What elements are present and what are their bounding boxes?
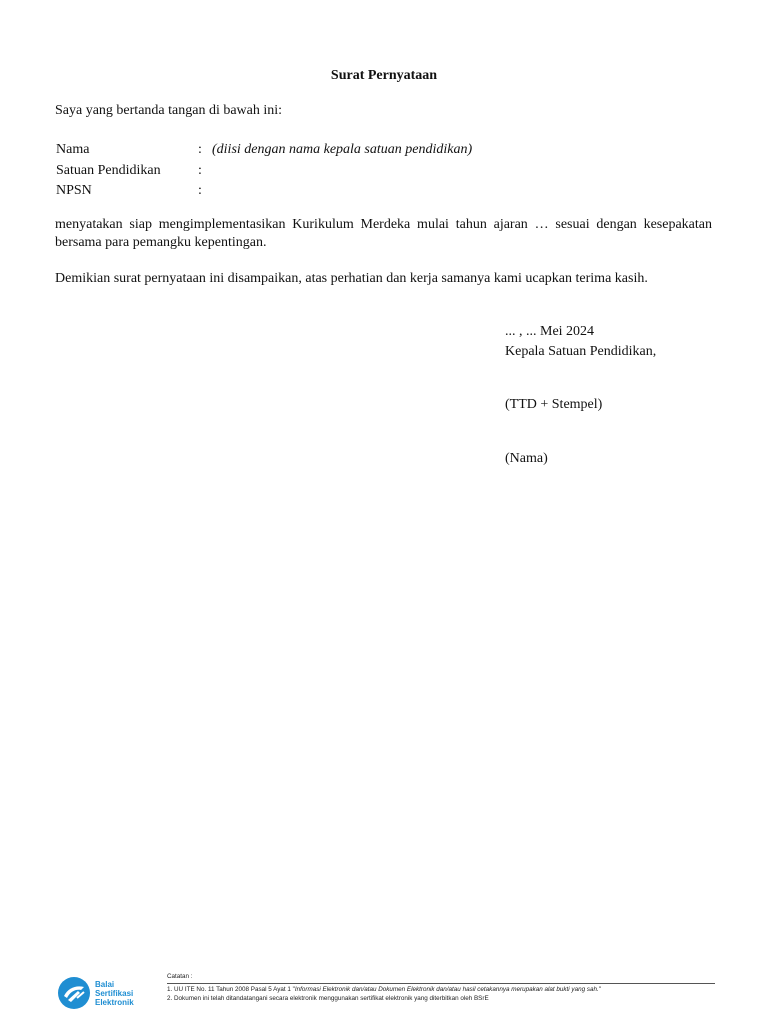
identity-colon: : xyxy=(198,162,202,178)
signature-ttd-placeholder: (TTD + Stempel) xyxy=(505,397,603,412)
footer-notes xyxy=(167,972,715,1003)
signature-role: Kepala Satuan Pendidikan, xyxy=(505,344,657,359)
note-1-suffix: " xyxy=(598,986,601,993)
identity-label: NPSN xyxy=(56,183,92,198)
note-1 xyxy=(167,985,715,994)
identity-label: Satuan Pendidikan xyxy=(56,162,161,178)
identity-row-satuan xyxy=(56,161,472,182)
identity-label: Nama xyxy=(56,142,90,157)
logo-line: Balai xyxy=(95,979,115,989)
intro-text: Saya yang bertanda tangan di bawah ini: xyxy=(55,103,283,118)
signature-date: ... , ... Mei 2024 xyxy=(505,324,595,339)
note-2: 2. Dokumen ini telah ditandatangani secara elektronik menggunakan sertifikat elektronik yang diterbitkan oleh BSrE xyxy=(167,995,489,1002)
document-title: Surat Pernyataan xyxy=(330,68,438,83)
signature-name-placeholder: (Nama) xyxy=(505,451,548,466)
note-1-prefix: 1. UU ITE No. 11 Tahun 2008 Pasal 5 Ayat 1 " xyxy=(167,986,295,993)
logo-line: Sertifikasi xyxy=(95,988,134,998)
identity-value: (diisi dengan nama kepala satuan pendidikan) xyxy=(212,142,473,157)
identity-row-npsn xyxy=(56,181,472,202)
bsre-logo-icon xyxy=(57,976,91,1010)
closing-paragraph: Demikian surat pernyataan ini disampaikan, atas perhatian dan kerja samanya kami ucapkan terima kasih. xyxy=(55,271,648,286)
identity-colon: : xyxy=(198,142,202,157)
notes-divider xyxy=(167,983,715,984)
notes-title: Catatan : xyxy=(167,973,193,980)
footer xyxy=(55,968,715,1012)
identity-table xyxy=(56,140,472,202)
logo-line: Elektronik xyxy=(95,997,134,1007)
bsre-logo xyxy=(57,976,134,1010)
statement-paragraph: menyatakan siap mengimplementasikan Kurikulum Merdeka mulai tahun ajaran … sesuai dengan kesepakatan bersama para pemangku kepentingan. xyxy=(55,217,712,250)
bsre-logo-text xyxy=(95,980,134,1007)
identity-row-nama xyxy=(56,140,472,161)
note-1-quote: Informasi Elektronik dan/atau Dokumen Elektronik dan/atau hasil cetakannya merupakan alat bukti yang sah. xyxy=(294,986,599,993)
identity-colon: : xyxy=(198,183,202,198)
